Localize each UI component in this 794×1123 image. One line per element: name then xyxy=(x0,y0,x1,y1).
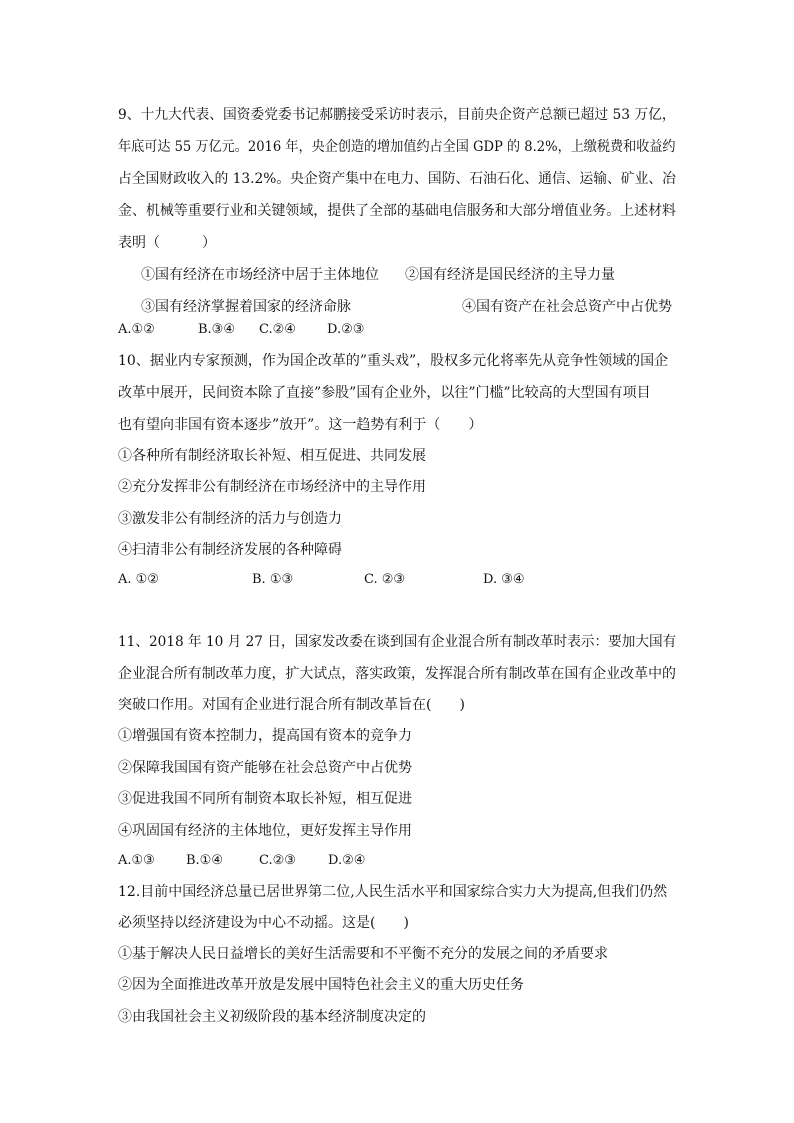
question-12-stem-line: 12.目前中国经济总量已居世界第二位,人民生活水平和国家综合实力大为提高,但我们仍然 xyxy=(118,884,668,900)
choice-d: D.②④ xyxy=(328,853,366,868)
question-9-option-3: ③国有经济掌握着国家的经济命脉 xyxy=(141,299,351,315)
question-9-option-2: ②国有经济是国民经济的主导力量 xyxy=(405,267,615,283)
question-12-stem-line: 必须坚持以经济建设为中心不动摇。这是( ) xyxy=(118,915,409,931)
choice-b: B. ①③ xyxy=(252,572,294,587)
question-12-option: ②因为全面推进改革开放是发展中国特色社会主义的重大历史任务 xyxy=(118,977,524,993)
choice-c: C.②③ xyxy=(259,853,296,868)
choice-a: A. ①② xyxy=(118,572,159,587)
question-11-option: ①增强国有资本控制力，提高国有资本的竞争力 xyxy=(118,728,412,744)
question-11-option: ④巩固国有经济的主体地位，更好发挥主导作用 xyxy=(118,823,412,839)
question-10-option: ③激发非公有制经济的活力与创造力 xyxy=(118,511,342,527)
choice-c: C.②④ xyxy=(259,322,296,337)
question-11-stem-line: 突破口作用。对国有企业进行混合所有制改革旨在( ) xyxy=(118,697,465,713)
choice-a: A.①③ xyxy=(118,853,155,868)
question-9-stem-line: 表明（ ） xyxy=(118,235,216,251)
question-9-stem-line: 占全国财政收入的 13.2%。央企资产集中在电力、国防、石油石化、通信、运输、矿业、冶 xyxy=(118,171,676,187)
question-11-option: ③促进我国不同所有制资本取长补短，相互促进 xyxy=(118,791,412,807)
question-11-stem-line: 企业混合所有制改革力度，扩大试点，落实政策，发挥混合所有制改革在国有企业改革中的 xyxy=(118,666,676,682)
question-10-option: ④扫清非公有制经济发展的各种障碍 xyxy=(118,542,342,558)
question-10-option: ①各种所有制经济取长补短、相互促进、共同发展 xyxy=(118,448,426,464)
question-10-stem-line: 也有望向非国有资本逐步”放开”。这一趋势有利于（ ） xyxy=(118,417,483,433)
question-9-stem-line: 9、十九大代表、国资委党委书记郝鹏接受采访时表示，目前央企资产总额已超过 53 万亿， xyxy=(118,107,676,123)
choice-c: C. ②③ xyxy=(364,572,406,587)
question-9-option-4: ④国有资产在社会总资产中占优势 xyxy=(462,299,672,315)
question-12-option: ①基于解决人民日益增长的美好生活需要和不平衡不充分的发展之间的矛盾要求 xyxy=(118,946,608,962)
question-11-stem-line: 11、2018 年 10 月 27 日，国家发改委在谈到国有企业混合所有制改革时表示：要加大国有 xyxy=(118,634,677,650)
question-10-stem-line: 改革中展开，民间资本除了直接”参股”国有企业外，以往”门槛”比较高的大型国有项目 xyxy=(118,385,651,401)
question-10-option: ②充分发挥非公有制经济在市场经济中的主导作用 xyxy=(118,479,426,495)
question-12-option: ③由我国社会主义初级阶段的基本经济制度决定的 xyxy=(118,1009,426,1025)
choice-a: A.①② xyxy=(118,322,155,337)
question-9-stem-line: 金、机械等重要行业和关键领域，提供了全部的基础电信服务和大部分增值业务。上述材料 xyxy=(118,203,676,219)
question-10-stem-line: 10、据业内专家预测，作为国企改革的”重头戏”，股权多元化将率先从竞争性领域的国企 xyxy=(118,353,669,369)
choice-b: B.③④ xyxy=(198,322,235,337)
choice-d: D. ③④ xyxy=(483,572,525,587)
choice-b: B.①④ xyxy=(186,853,223,868)
question-9-option-1: ①国有经济在市场经济中居于主体地位 xyxy=(141,267,379,283)
question-9-stem-line: 年底可达 55 万亿元。2016 年，央企创造的增加值约占全国 GDP 的 8.2%，上缴税费和收益约 xyxy=(118,139,676,155)
choice-d: D.②③ xyxy=(327,322,365,337)
question-11-option: ②保障我国国有资产能够在社会总资产中占优势 xyxy=(118,760,412,776)
